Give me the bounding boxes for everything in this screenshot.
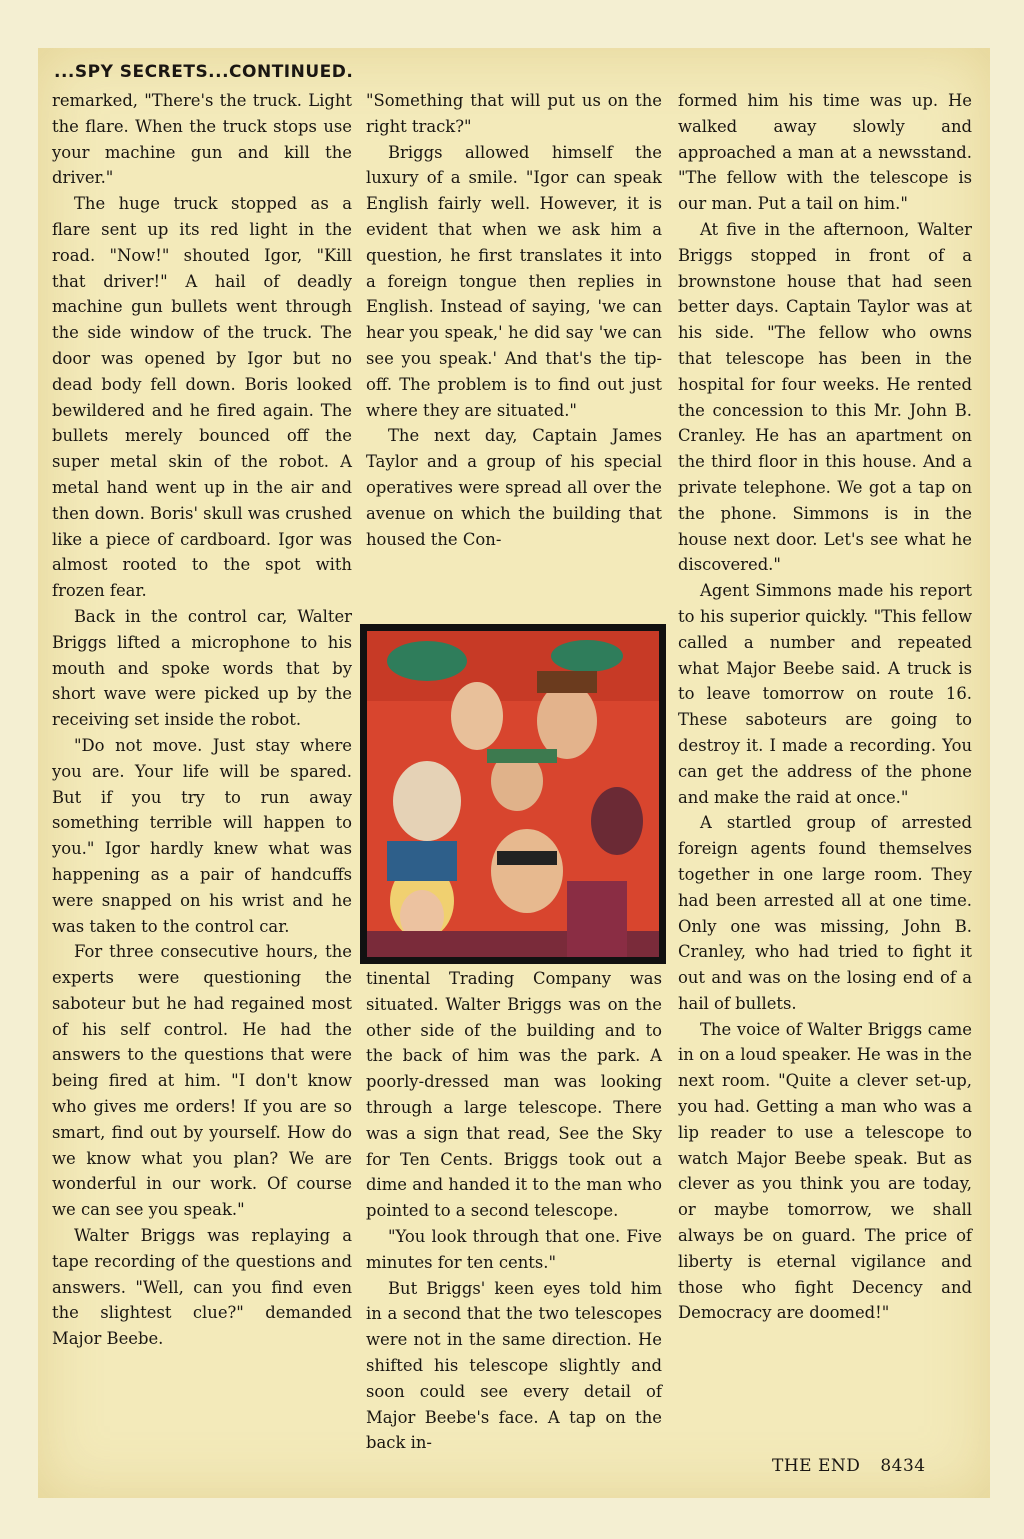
paragraph: At five in the afternoon, Walter Briggs stopped in front of a brownstone house that had seen better days. Captain Taylor was at his side. "The fellow who owns that telescope has been in the hospital for four weeks. He rented the concession to this Mr. John B. Cranley. He has an apartment on the third floor in this house. And a private telephone. We got a tap on the phone. Simmons is in the house next door. Let's see what he discovered." xyxy=(678,219,972,575)
page-code: 8434 xyxy=(880,1456,926,1476)
the-end-label: THE END xyxy=(772,1456,861,1476)
paragraph: The voice of Walter Briggs came in on a loud speaker. He was in the next room. "Quite a clever set-up, you had. Getting a man who was a lip reader to use a telescope to watch Major Beebe speak. But as clever as you think you are today, or maybe tomorrow, we shall always be on guard. The price of liberty is eternal vigilance and those who fight Decency and Democracy are doomed!" xyxy=(678,1019,972,1323)
text-column-2-bottom xyxy=(366,966,662,1456)
paragraph: tinental Trading Company was situated. Walter Briggs was on the other side of the building and to the back of him was the park. A poorly-dressed man was looking through a large telescope. There was a sign that read, See the Sky for Ten Cents. Briggs took out a dime and handed it to the man who pointed to a second telescope. xyxy=(366,969,662,1221)
paragraph: The huge truck stopped as a flare sent up its red light in the road. "Now!" shouted Igor, "Kill that driver!" A hail of deadly machine gun bullets went through the side window of the truck. The door was opened by Igor but no dead body fell down. Boris looked bewildered and he fired again. The bullets merely bounced off the super metal skin of the robot. A metal hand went up in the air and then down. Boris' skull was crushed like a piece of cardboard. Igor was almost rooted to the spot with frozen fear. xyxy=(52,194,352,601)
paragraph: A startled group of arrested foreign agents found themselves together in one large room. They had been arrested all at one time. Only one was missing, John B. Cranley, who had tried to fight it out and was on the losing end of a hail of bullets. xyxy=(678,813,972,1013)
paragraph: For three consecutive hours, the experts were questioning the saboteur but he had regained most of his self control. He had the answers to the questions that were being fired at him. "I don't know who gives me orders! If you are so smart, find out by yourself. How do we know what you plan? We are wonderful in our work. Of course we can see you speak." xyxy=(52,942,352,1220)
paragraph: Agent Simmons made his report to his superior quickly. "This fellow called a number and repeated what Major Beebe said. A truck is to leave tomorrow on route 16. These saboteurs are going to destroy it. I made a recording. You can get the address of the phone and make the raid at once." xyxy=(678,581,972,807)
paragraph: The next day, Captain James Taylor and a group of his special operatives were spread all over the avenue on which the building that housed the Con- xyxy=(366,426,662,549)
paragraph: Back in the control car, Walter Briggs lifted a microphone to his mouth and spoke words that by short wave were picked up by the receiving set inside the robot. xyxy=(52,606,352,730)
paragraph: But Briggs' keen eyes told him in a second that the two telescopes were not in the same direction. He shifted his telescope slightly and soon could see every detail of Major Beebe's face. A tap on the back in- xyxy=(366,1278,662,1453)
story-header: ...SPY SECRETS...CONTINUED. xyxy=(54,62,354,82)
paragraph: "Something that will put us on the right track?" xyxy=(366,91,662,136)
paragraph: remarked, "There's the truck. Light the flare. When the truck stops use your machine gun and kill the driver." xyxy=(52,91,352,188)
paragraph: Walter Briggs was replaying a tape recording of the questions and answers. "Well, can you find even the slightest clue?" demanded Major Beebe. xyxy=(52,1226,352,1349)
paragraph: "Do not move. Just stay where you are. Your life will be spared. But if you try to run away something terrible will happen to you." Igor hardly knew what was happening as a pair of handcuffs were snapped on his wrist and he was taken to the control car. xyxy=(52,735,352,936)
text-column-1 xyxy=(52,88,352,1352)
text-column-3 xyxy=(678,88,972,1326)
story-footer xyxy=(772,1456,926,1476)
comic-illustration-panel xyxy=(360,624,666,964)
paragraph: "You look through that one. Five minutes for ten cents." xyxy=(366,1226,662,1272)
paragraph: Briggs allowed himself the luxury of a smile. "Igor can speak English fairly well. However, it is evident that when we ask him a question, he first translates it into a foreign tongue then replies in English. Instead of saying, 'we can hear you speak,' he did say 'we can see you speak.' And that's the tip-off. The problem is to find out just where they are situated." xyxy=(366,142,662,420)
text-column-2-top xyxy=(366,88,662,552)
paragraph: formed him his time was up. He walked away slowly and approached a man at a newsstand. "The fellow with the telescope is our man. Put a tail on him." xyxy=(678,91,972,214)
crowd-illustration xyxy=(367,631,659,957)
